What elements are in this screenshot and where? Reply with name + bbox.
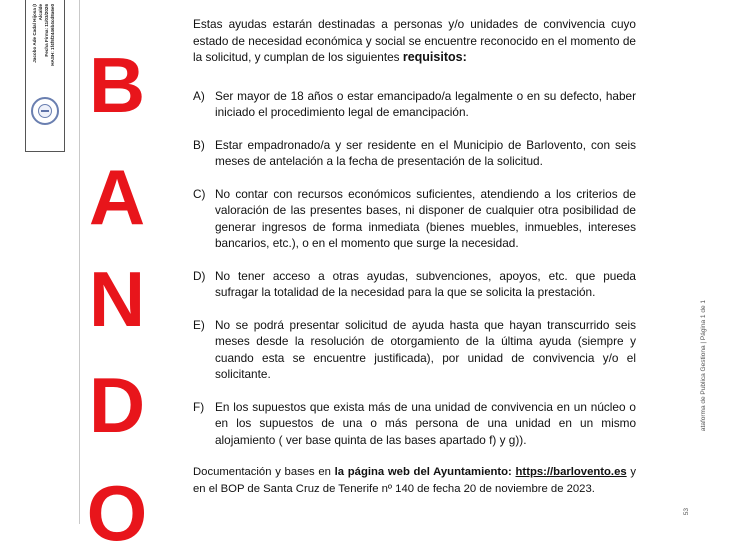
- footer-bold: la página web del Ayuntamiento:: [334, 466, 512, 478]
- requirement-label: B): [193, 137, 205, 152]
- signature-line: HASH: 1f4f5f2446b4cd8a6e0: [50, 4, 55, 66]
- footer-text-1: Documentación y bases en: [193, 466, 335, 478]
- signature-line: Jacobo Ade Cadal Hijosa (I: [32, 4, 37, 63]
- requirement-label: C): [193, 186, 206, 201]
- bando-letter: O: [86, 469, 148, 557]
- requirement-item: [193, 186, 636, 252]
- requirements-heading: requisitos:: [402, 50, 467, 64]
- website-link[interactable]: https://barlovento.es: [515, 466, 627, 478]
- requirement-text: En los supuestos que exista más de una unidad de convivencia en un núcleo o en los supuestos de una o más persona de una unidad en un mismo alojamiento ( ver base quinta de las bases apartado f) y g)).: [215, 399, 636, 447]
- bando-letter: A: [88, 153, 146, 241]
- requirement-text: Estar empadronado/a y ser residente en el Municipio de Barlovento, con seis meses de antelación a la fecha de presentación de la solicitud.: [215, 137, 636, 168]
- signature-line: Fecha Firma: 11/03/2026: [44, 4, 49, 57]
- requirement-text: No tener acceso a otras ayudas, subvenciones, apoyos, etc. que pueda sufragar la totalidad de la necesidad para la que se solicita la prestación.: [215, 268, 636, 299]
- requirement-item: [193, 399, 636, 449]
- requirement-label: E): [193, 317, 205, 332]
- footer-text-2: y en el BOP de Santa Cruz de Tenerife nº 140 de fecha 20 de noviembre de 2023.: [193, 466, 636, 495]
- bando-letter: D: [88, 361, 146, 449]
- signature-line: Alcalde: [38, 4, 43, 21]
- bando-letter: B: [88, 41, 146, 129]
- bando-divider: [79, 0, 80, 524]
- requirement-label: F): [193, 399, 205, 414]
- intro-text: Estas ayudas estarán destinadas a personas y/o unidades de convivencia cuyo estado de necesidad económica y social se encuentre reconocido en el momento de la solicitud, y cumplan de los siguientes: [193, 17, 636, 64]
- requirement-item: [193, 268, 636, 301]
- platform-footer-text: ataforma de Publica Gestiona | Página 1 de 1: [700, 300, 707, 432]
- signature-text: [32, 4, 62, 82]
- footer-note: [193, 464, 636, 497]
- requirement-item: [193, 88, 636, 121]
- intro-paragraph: [193, 16, 636, 66]
- document-body: [193, 16, 636, 497]
- requirement-label: D): [193, 268, 206, 283]
- edge-number: 53: [683, 508, 690, 516]
- requirement-item: [193, 137, 636, 170]
- signature-strip: [25, 0, 65, 152]
- seal-icon: [31, 97, 59, 125]
- requirement-item: [193, 317, 636, 383]
- requirement-text: Ser mayor de 18 años o estar emancipado/a legalmente o en su defecto, haber iniciado el procedimiento legal de emancipación.: [215, 88, 636, 119]
- requirement-text: No se podrá presentar solicitud de ayuda hasta que hayan transcurrido seis meses desde la resolución de otorgamiento de la última ayuda (siempre y cuando esta se encuentre justificada), por unidad de convivencia y/o el solicitante.: [215, 317, 636, 381]
- requirement-label: A): [193, 88, 205, 103]
- requirement-text: No contar con recursos económicos suficientes, atendiendo a los criterios de valoración de las presentes bases, ni disponer de cualquier otra posibilidad de generar ingresos de forma inmediata (bienes muebles, inmuebles, intereses bancarios, etc.), o en el momento que surge la necesidad.: [215, 186, 636, 250]
- platform-footer: [700, 300, 712, 500]
- bando-letter: N: [88, 255, 146, 343]
